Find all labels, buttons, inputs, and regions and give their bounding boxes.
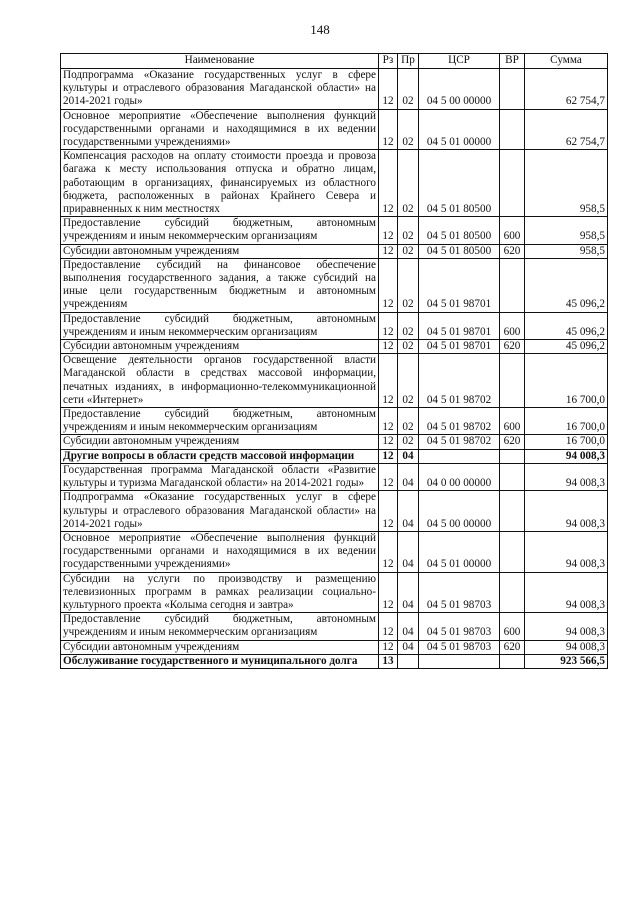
cell-csr <box>419 654 500 668</box>
cell-name: Другие вопросы в области средств массовой информации <box>61 449 379 463</box>
cell-name: Подпрограмма «Оказание государственных услуг в сфере культуры и отраслевого образования Магаданской области» на 2014-2021 годы» <box>61 69 379 110</box>
cell-pr: 02 <box>398 340 419 354</box>
cell-csr: 04 5 01 98703 <box>419 640 500 654</box>
cell-vr: 620 <box>500 435 525 449</box>
table-row <box>61 613 608 640</box>
cell-pr: 04 <box>398 491 419 532</box>
cell-sum: 94 008,3 <box>525 572 608 613</box>
table-row <box>61 640 608 654</box>
cell-name: Субсидии на услуги по производству и размещению телевизионных программ в рамках реализации социально-культурного проекта «Колыма сегодня и завтра» <box>61 572 379 613</box>
table-row <box>61 408 608 435</box>
cell-vr <box>500 463 525 490</box>
header-vr: ВР <box>500 54 525 69</box>
table-row <box>61 354 608 408</box>
cell-csr: 04 5 01 98701 <box>419 258 500 312</box>
cell-rz: 12 <box>379 340 398 354</box>
cell-vr <box>500 69 525 110</box>
cell-csr: 04 0 00 00000 <box>419 463 500 490</box>
cell-sum: 94 008,3 <box>525 491 608 532</box>
cell-pr: 04 <box>398 640 419 654</box>
cell-sum: 923 566,5 <box>525 654 608 668</box>
cell-vr <box>500 150 525 217</box>
cell-csr: 04 5 01 98702 <box>419 435 500 449</box>
cell-vr <box>500 491 525 532</box>
cell-vr: 600 <box>500 312 525 339</box>
cell-csr: 04 5 01 98701 <box>419 312 500 339</box>
table-row <box>61 244 608 258</box>
cell-pr: 04 <box>398 572 419 613</box>
table-row <box>61 531 608 572</box>
cell-sum: 958,5 <box>525 150 608 217</box>
header-sum: Сумма <box>525 54 608 69</box>
cell-name: Субсидии автономным учреждениям <box>61 640 379 654</box>
cell-csr: 04 5 01 80500 <box>419 150 500 217</box>
cell-sum: 45 096,2 <box>525 312 608 339</box>
cell-name: Субсидии автономным учреждениям <box>61 435 379 449</box>
cell-rz: 12 <box>379 572 398 613</box>
cell-csr: 04 5 01 98703 <box>419 613 500 640</box>
cell-name: Освещение деятельности органов государственной власти Магаданской области в средствах массовой информации, печатных изданиях, в информационно-телекоммуникационной сети «Интернет» <box>61 354 379 408</box>
cell-csr: 04 5 01 00000 <box>419 531 500 572</box>
cell-pr: 02 <box>398 435 419 449</box>
cell-name: Субсидии автономным учреждениям <box>61 244 379 258</box>
cell-pr: 04 <box>398 463 419 490</box>
cell-rz: 12 <box>379 491 398 532</box>
cell-sum: 62 754,7 <box>525 69 608 110</box>
table-row <box>61 449 608 463</box>
cell-name: Предоставление субсидий бюджетным, автономным учреждениям и иным некоммерческим организациям <box>61 312 379 339</box>
cell-sum: 958,5 <box>525 244 608 258</box>
cell-name: Предоставление субсидий на финансовое обеспечение выполнения государственного задания, а также субсидий на иные цели государственным бюджетным и автономным учреждениям <box>61 258 379 312</box>
cell-name: Предоставление субсидий бюджетным, автономным учреждениям и иным некоммерческим организациям <box>61 613 379 640</box>
cell-csr: 04 5 00 00000 <box>419 69 500 110</box>
table-row <box>61 572 608 613</box>
cell-csr: 04 5 01 00000 <box>419 109 500 150</box>
cell-csr: 04 5 01 80500 <box>419 244 500 258</box>
cell-sum: 16 700,0 <box>525 354 608 408</box>
table-row <box>61 312 608 339</box>
cell-rz: 12 <box>379 244 398 258</box>
cell-sum: 94 008,3 <box>525 531 608 572</box>
cell-sum: 94 008,3 <box>525 449 608 463</box>
cell-vr <box>500 449 525 463</box>
cell-pr: 02 <box>398 217 419 244</box>
cell-csr: 04 5 01 98702 <box>419 408 500 435</box>
header-csr: ЦСР <box>419 54 500 69</box>
cell-name: Субсидии автономным учреждениям <box>61 340 379 354</box>
cell-sum: 16 700,0 <box>525 435 608 449</box>
cell-pr: 02 <box>398 312 419 339</box>
cell-name: Основное мероприятие «Обеспечение выполнения функций государственными органами и находящимися в их ведении государственными учреждениями» <box>61 531 379 572</box>
cell-vr <box>500 258 525 312</box>
table-row <box>61 340 608 354</box>
cell-name: Предоставление субсидий бюджетным, автономным учреждениям и иным некоммерческим организациям <box>61 217 379 244</box>
cell-sum: 94 008,3 <box>525 613 608 640</box>
table-row <box>61 217 608 244</box>
cell-csr: 04 5 01 98703 <box>419 572 500 613</box>
cell-vr: 600 <box>500 217 525 244</box>
cell-sum: 94 008,3 <box>525 463 608 490</box>
cell-rz: 12 <box>379 69 398 110</box>
cell-rz: 12 <box>379 150 398 217</box>
table-row <box>61 258 608 312</box>
cell-vr: 620 <box>500 340 525 354</box>
cell-vr: 600 <box>500 408 525 435</box>
cell-rz: 12 <box>379 640 398 654</box>
header-name: Наименование <box>61 54 379 69</box>
cell-rz: 12 <box>379 435 398 449</box>
cell-vr <box>500 654 525 668</box>
cell-rz: 12 <box>379 217 398 244</box>
cell-rz: 12 <box>379 312 398 339</box>
cell-sum: 94 008,3 <box>525 640 608 654</box>
cell-pr: 04 <box>398 449 419 463</box>
cell-vr: 620 <box>500 640 525 654</box>
cell-rz: 12 <box>379 354 398 408</box>
cell-pr: 02 <box>398 258 419 312</box>
cell-name: Компенсация расходов на оплату стоимости проезда и провоза багажа к месту использования отпуска и обратно лицам, работающим в организациях, финансируемых из областного бюджета, расположенных в районах Крайнего Севера и приравненных к ним местностях <box>61 150 379 217</box>
table-row <box>61 491 608 532</box>
table-row <box>61 654 608 668</box>
table-row <box>61 463 608 490</box>
table-header-row <box>61 54 608 69</box>
cell-pr: 02 <box>398 109 419 150</box>
cell-pr: 02 <box>398 150 419 217</box>
cell-csr: 04 5 00 00000 <box>419 491 500 532</box>
cell-name: Подпрограмма «Оказание государственных услуг в сфере культуры и отраслевого образования Магаданской области» на 2014-2021 годы» <box>61 491 379 532</box>
cell-name: Предоставление субсидий бюджетным, автономным учреждениям и иным некоммерческим организациям <box>61 408 379 435</box>
cell-rz: 12 <box>379 449 398 463</box>
cell-pr <box>398 654 419 668</box>
page-number: 148 <box>310 22 330 37</box>
header-pr: Пр <box>398 54 419 69</box>
cell-pr: 04 <box>398 613 419 640</box>
cell-sum: 16 700,0 <box>525 408 608 435</box>
cell-rz: 12 <box>379 531 398 572</box>
header-rz: Рз <box>379 54 398 69</box>
cell-csr: 04 5 01 80500 <box>419 217 500 244</box>
cell-csr: 04 5 01 98702 <box>419 354 500 408</box>
cell-vr <box>500 531 525 572</box>
cell-rz: 12 <box>379 463 398 490</box>
cell-csr <box>419 449 500 463</box>
table-row <box>61 69 608 110</box>
cell-sum: 62 754,7 <box>525 109 608 150</box>
cell-pr: 02 <box>398 354 419 408</box>
table-row <box>61 435 608 449</box>
cell-pr: 04 <box>398 531 419 572</box>
cell-pr: 02 <box>398 244 419 258</box>
cell-csr: 04 5 01 98701 <box>419 340 500 354</box>
cell-vr <box>500 354 525 408</box>
cell-rz: 12 <box>379 613 398 640</box>
table-body <box>61 69 608 669</box>
cell-sum: 45 096,2 <box>525 258 608 312</box>
table-row <box>61 109 608 150</box>
cell-name: Обслуживание государственного и муниципального долга <box>61 654 379 668</box>
cell-sum: 45 096,2 <box>525 340 608 354</box>
cell-rz: 12 <box>379 408 398 435</box>
cell-rz: 12 <box>379 258 398 312</box>
table-row <box>61 150 608 217</box>
cell-pr: 02 <box>398 408 419 435</box>
cell-sum: 958,5 <box>525 217 608 244</box>
cell-rz: 12 <box>379 109 398 150</box>
budget-table <box>60 53 608 669</box>
cell-vr <box>500 572 525 613</box>
cell-name: Государственная программа Магаданской области «Развитие культуры и туризма Магаданской области» на 2014-2021 годы» <box>61 463 379 490</box>
cell-rz: 13 <box>379 654 398 668</box>
cell-pr: 02 <box>398 69 419 110</box>
cell-vr: 620 <box>500 244 525 258</box>
cell-vr <box>500 109 525 150</box>
cell-name: Основное мероприятие «Обеспечение выполнения функций государственными органами и находящимися в их ведении государственными учреждениями» <box>61 109 379 150</box>
cell-vr: 600 <box>500 613 525 640</box>
